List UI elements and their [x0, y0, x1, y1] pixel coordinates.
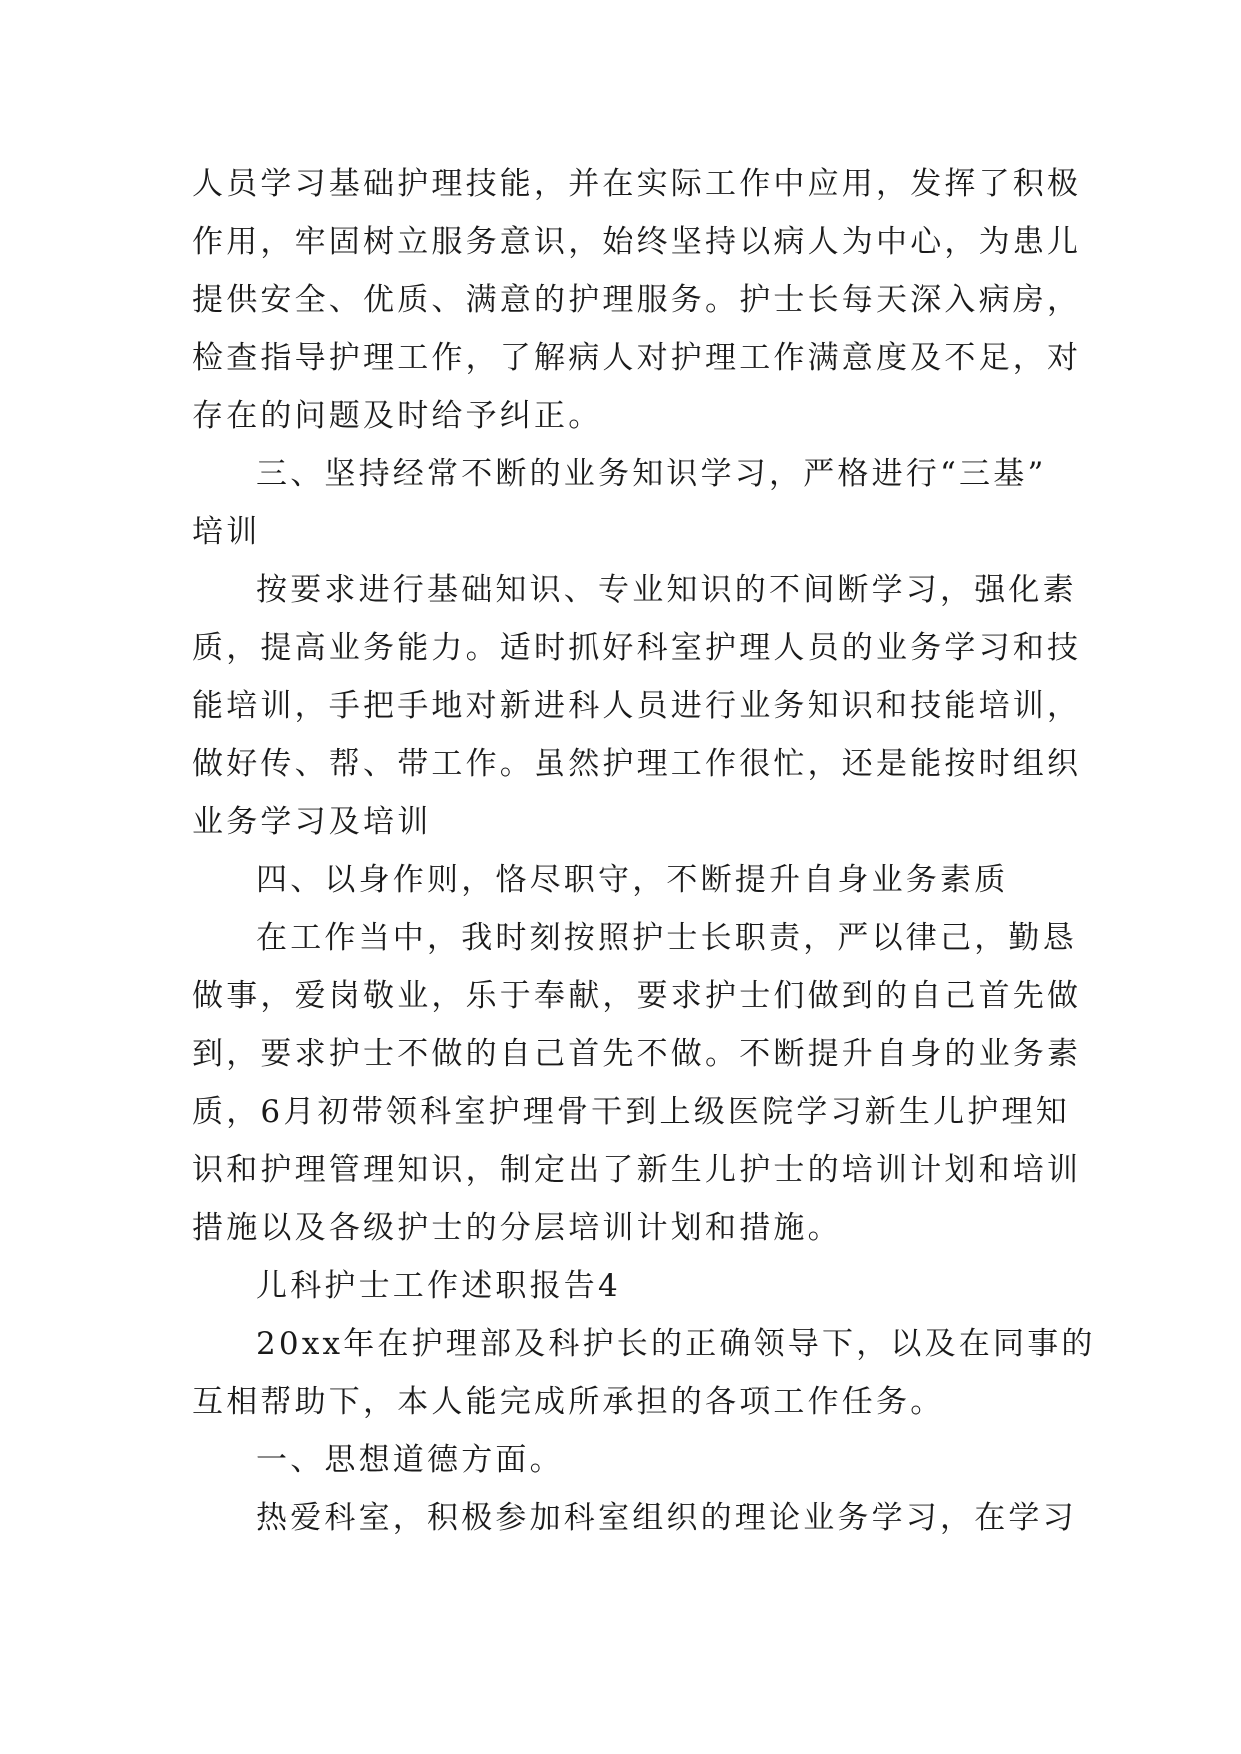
text-line: 一、思想道德方面。 [256, 1442, 564, 1478]
text-line: 质，6月初带领科室护理骨干到上级医院学习新生儿护理知 [192, 1094, 1070, 1130]
text-line: 互相帮助下，本人能完成所承担的各项工作任务。 [192, 1384, 945, 1420]
text-line: 业务学习及培训 [192, 804, 432, 840]
text-line: 到，要求护士不做的自己首先不做。不断提升自身的业务素 [192, 1036, 1082, 1072]
text-line: 做事，爱岗敬业，乐于奉献，要求护士们做到的自己首先做 [192, 978, 1082, 1014]
text-line: 儿科护士工作述职报告4 [256, 1268, 621, 1304]
text-line: 在工作当中，我时刻按照护士长职责，严以律己，勤恳 [256, 920, 1077, 956]
text-line: 作用，牢固树立服务意识，始终坚持以病人为中心，为患儿 [192, 224, 1082, 260]
text-line: 人员学习基础护理技能，并在实际工作中应用，发挥了积极 [192, 166, 1082, 202]
text-line: 质，提高业务能力。适时抓好科室护理人员的业务学习和技 [192, 630, 1082, 666]
text-line: 四、以身作则，恪尽职守，不断提升自身业务素质 [256, 862, 1009, 898]
text-line: 三、坚持经常不断的业务知识学习，严格进行“三基” [256, 456, 1047, 492]
text-line: 措施以及各级护士的分层培训计划和措施。 [192, 1210, 842, 1246]
text-line: 培训 [192, 514, 261, 550]
text-line: 能培训，手把手地对新进科人员进行业务知识和技能培训， [192, 688, 1082, 724]
text-line: 检查指导护理工作，了解病人对护理工作满意度及不足，对 [192, 340, 1082, 376]
text-line: 存在的问题及时给予纠正。 [192, 398, 603, 434]
text-line: 做好传、帮、带工作。虽然护理工作很忙，还是能按时组织 [192, 746, 1082, 782]
text-line: 识和护理管理知识，制定出了新生儿护士的培训计划和培训 [192, 1152, 1082, 1188]
text-line: 热爱科室，积极参加科室组织的理论业务学习，在学习 [256, 1500, 1077, 1536]
text-line: 按要求进行基础知识、专业知识的不间断学习，强化素 [256, 572, 1077, 608]
document-body [192, 155, 1096, 1547]
text-line: 20xx年在护理部及科护长的正确领导下，以及在同事的 [256, 1326, 1096, 1362]
text-line: 提供安全、优质、满意的护理服务。护士长每天深入病房， [192, 282, 1082, 318]
